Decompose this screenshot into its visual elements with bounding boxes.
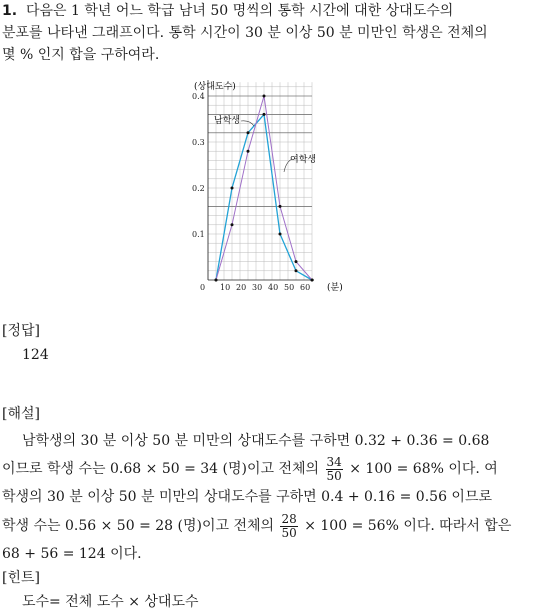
hint-text: 도수= 전체 도수 × 상대도수 xyxy=(22,594,199,610)
relative-frequency-chart xyxy=(192,80,347,295)
y-tick-label: 0.1 xyxy=(192,230,205,239)
explanation-line-5: 68 + 56 = 124 이다. xyxy=(2,546,142,562)
fraction-2-numerator: 28 xyxy=(281,511,297,526)
problem-text-1: 다음은 1 학년 어느 학급 남녀 50 명씩의 통학 시간에 대한 상대도수의 xyxy=(25,3,454,19)
fraction-1-denominator: 50 xyxy=(326,468,342,483)
problem-number: 1. xyxy=(2,3,18,19)
explanation-line-2 xyxy=(2,454,498,484)
explanation-line-3: 학생의 30 분 이상 50 분 미만의 상대도수를 구하면 0.4 + 0.16 = 0.56 이므로 xyxy=(2,489,493,505)
data-point-boys xyxy=(279,233,282,236)
explanation-line-4 xyxy=(2,511,511,541)
data-point-girls xyxy=(215,279,218,282)
y-tick-label: 0.3 xyxy=(192,138,205,147)
data-point-boys xyxy=(295,269,298,272)
data-point-girls xyxy=(295,260,298,263)
x-tick-label: 0 xyxy=(200,283,206,292)
problem-line-1 xyxy=(2,0,453,22)
data-point-girls xyxy=(279,205,282,208)
legend-girls: 여학생 xyxy=(290,155,317,165)
hint-header: [힌트] xyxy=(2,570,40,586)
answer-value: 124 xyxy=(22,347,49,363)
explanation-line-2b: × 100 = 68% 이다. 여 xyxy=(349,461,498,477)
chart-grid xyxy=(208,82,312,280)
x-axis-unit: (분) xyxy=(327,283,343,293)
y-axis-label: (상대도수) xyxy=(194,82,236,92)
x-tick-label: 60 xyxy=(300,283,311,292)
explanation-line-1: 남학생의 30 분 이상 50 분 미만의 상대도수를 구하면 0.32 + 0.36 = 0.68 xyxy=(22,433,490,449)
data-point-boys xyxy=(263,113,266,116)
fraction-28-50 xyxy=(280,513,297,540)
fraction-2-denominator: 50 xyxy=(281,525,297,540)
explanation-line-4b: × 100 = 56% 이다. 따라서 합은 xyxy=(304,518,512,534)
data-point-girls xyxy=(231,223,234,226)
explanation-line-2a: 이므로 학생 수는 0.68 × 50 = 34 (명)이고 전체의 xyxy=(2,461,320,477)
y-tick-label: 0.4 xyxy=(192,92,205,101)
fraction-34-50 xyxy=(326,456,343,483)
data-point-girls xyxy=(311,279,314,282)
fraction-1-numerator: 34 xyxy=(326,454,342,469)
data-point-boys xyxy=(231,187,234,190)
answer-header: [정답] xyxy=(2,323,40,339)
x-tick-label: 40 xyxy=(268,283,279,292)
legend-boys: 남학생 xyxy=(214,116,241,126)
y-tick-label: 0.2 xyxy=(192,184,205,193)
data-point-boys xyxy=(247,131,250,134)
data-point-girls xyxy=(263,95,266,98)
x-tick-label: 20 xyxy=(236,283,247,292)
problem-line-3: 몇 % 인지 합을 구하여라. xyxy=(2,47,160,63)
x-tick-label: 10 xyxy=(220,283,231,292)
x-tick-label: 50 xyxy=(284,283,295,292)
problem-line-2: 분포를 나타낸 그래프이다. 통학 시간이 30 분 이상 50 분 미만인 학생은 전체의 xyxy=(2,25,488,41)
explanation-header: [해설] xyxy=(2,406,40,422)
data-point-girls xyxy=(247,150,250,153)
explanation-line-4a: 학생 수는 0.56 × 50 = 28 (명)이고 전체의 xyxy=(2,518,275,534)
x-tick-label: 30 xyxy=(252,283,263,292)
